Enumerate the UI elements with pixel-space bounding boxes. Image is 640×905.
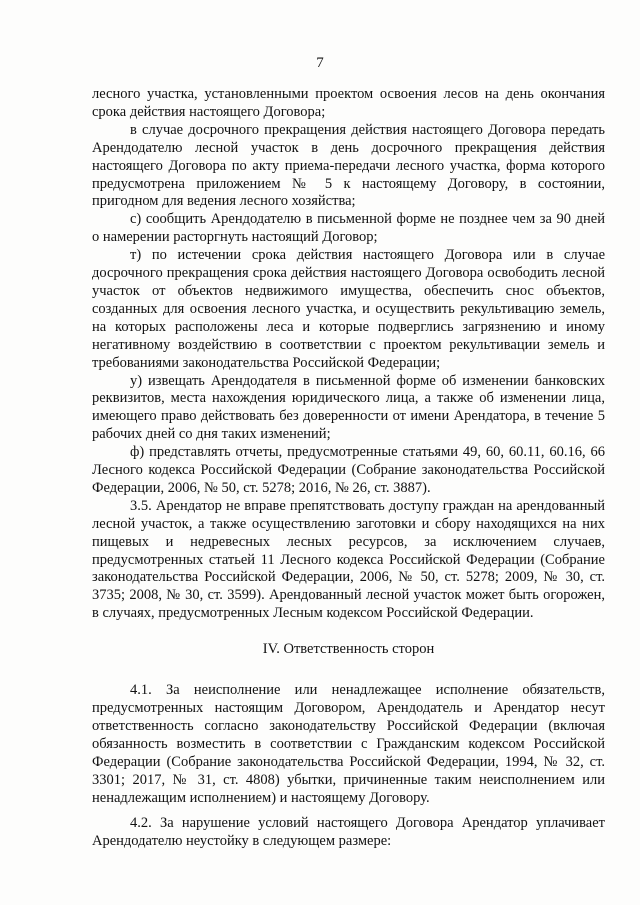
page-number: 7 <box>316 55 324 71</box>
paragraph-4-1: 4.1. За неисполнение или ненадлежащее исполнение обязательств, предусмотренных настоящим Договором, Арендодатель и Арендатор несут ответственность согласно законодательству Российской Федерации (включая обязанность возместить в соответствии с Гражданским кодексом Российской Федерации (Собрание законодательства Российской Федерации, 1994, № 32, ст. 3301; 2017, № 31, ст. 4808) убытки, причиненные таким неисполнением или ненадлежащим исполнением) и настоящему Договору. <box>92 682 605 806</box>
paragraph-item-f: ф) представлять отчеты, предусмотренные статьями 49, 60, 60.11, 60.16, 66 Лесного кодекса Российской Федерации (Собрание законодательства Российской Федерации, 2006, № 50, ст. 5278; 2016, № 26, ст. 3887). <box>92 444 605 496</box>
paragraph-continuation: лесного участка, установленными проектом освоения лесов на день окончания срока действия настоящего Договора; <box>92 86 605 120</box>
document-body <box>92 86 605 851</box>
paragraph-item-s: с) сообщить Арендодателю в письменной форме не позднее чем за 90 дней о намерении расторгнуть настоящий Договор; <box>92 211 605 246</box>
paragraph-4-2: 4.2. За нарушение условий настоящего Договора Арендатор уплачивает Арендодателю неустойку в следующем размере: <box>92 815 605 850</box>
paragraph-item-u: у) извещать Арендодателя в письменной форме об изменении банковских реквизитов, места нахождения юридического лица, а также об изменении лица, имеющего право действовать без доверенности от имени Арендатора, в течение 5 рабочих дней со дня таких изменений; <box>92 372 605 443</box>
paragraph-3-5: 3.5. Арендатор не вправе препятствовать доступу граждан на арендованный лесной участок, а также осуществлению заготовки и сбору находящихся на них пищевых и недревесных лесных ресурсов, за исключением случаев, предусмотренных статьей 11 Лесного кодекса Российской Федерации (Собрание законодательства Российской Федерации, 2006, № 50, ст. 5278; 2009, № 30, ст. 3735; 2008, № 30, ст. 3599). Арендованный лесной участок может быть огорожен, в случаях, предусмотренных Лесным кодексом Российской Федерации. <box>92 497 605 622</box>
section-heading: IV. Ответственность сторон <box>262 641 435 658</box>
paragraph-item-t: т) по истечении срока действия настоящего Договора или в случае досрочного прекращения срока действия настоящего Договора освободить лесной участок от объектов недвижимого имущества, обеспечить снос объектов, созданных для освоения лесного участка, и осуществить рекультивацию земель, на которых расположены леса и которые подверглись загрязнению и иному негативному воздействию в соответствии с проектом рекультивации земель и требованиями законодательства Российской Федерации; <box>92 247 605 371</box>
paragraph-early-termination: в случае досрочного прекращения действия настоящего Договора передать Арендодателю лесной участок в день досрочного прекращения действия настоящего Договора по акту приема-передачи лесного участка, форма которого предусмотрена приложением № 5 к настоящему Договору, в состоянии, пригодном для ведения лесного хозяйства; <box>92 121 605 210</box>
